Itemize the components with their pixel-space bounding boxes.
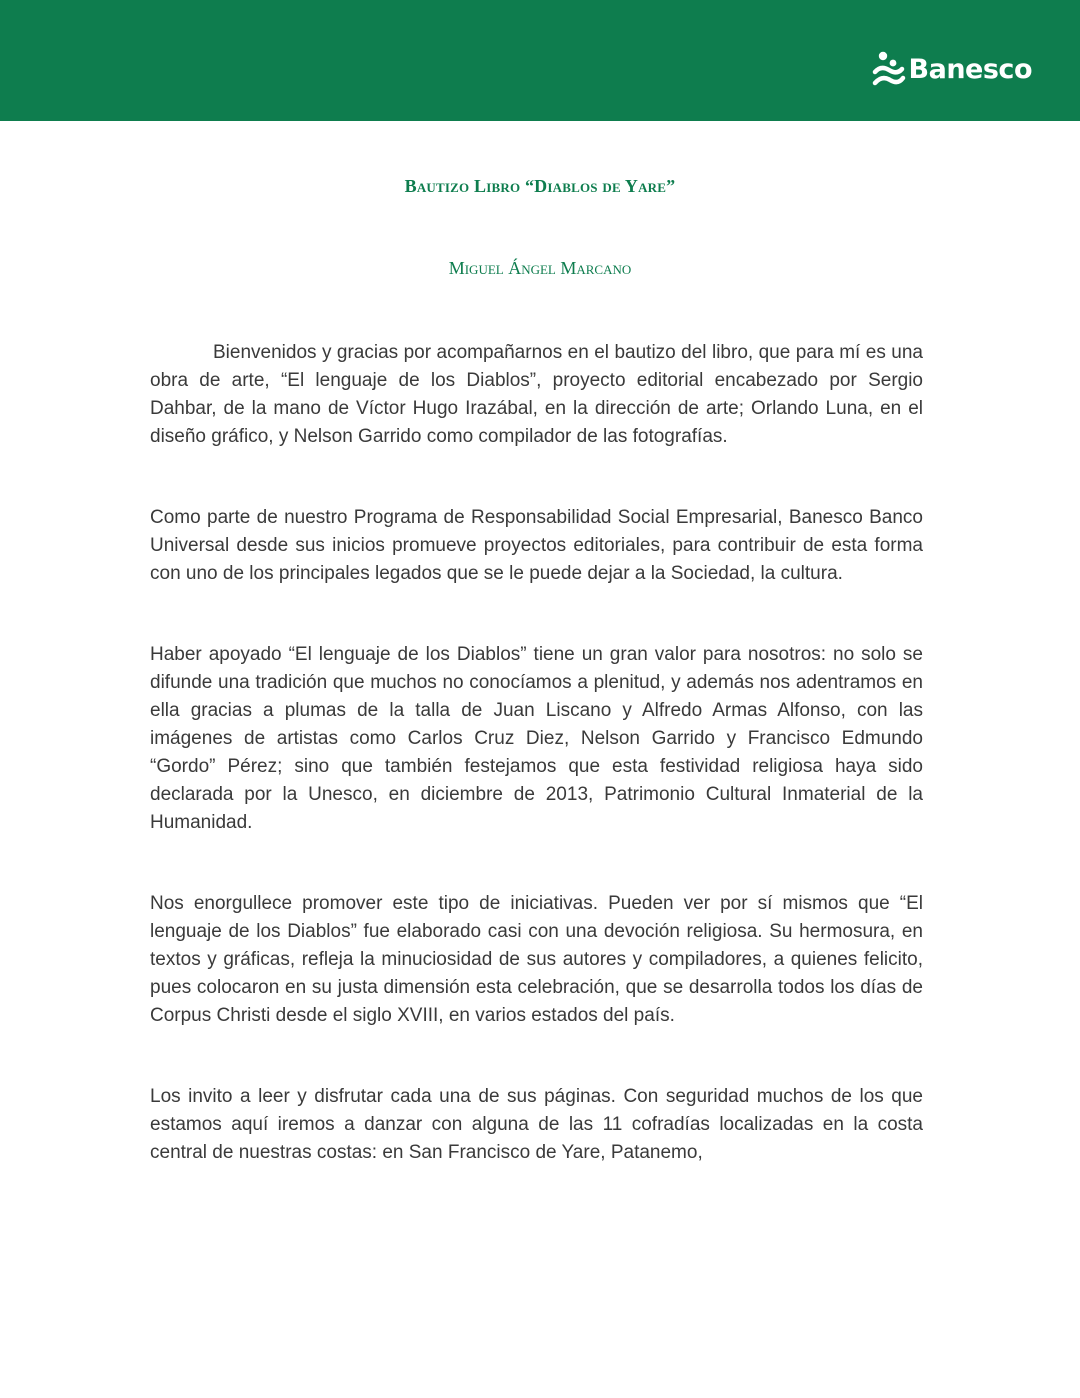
paragraph-social-responsibility: Como parte de nuestro Programa de Responsabilidad Social Empresarial, Banesco Banco Universal desde sus inicios promueve proyectos editoriales, para contribuir de esta forma con uno de los principales legados que se le puede dejar a la Sociedad, la cultura. bbox=[150, 507, 923, 584]
paragraph-welcome: Bienvenidos y gracias por acompañarnos en el bautizo del libro, que para mí es una obra de arte, “El lenguaje de los Diablos”, proyecto editorial encabezado por Sergio Dahbar, de la mano de Víctor Hugo Irazábal, en la dirección de arte; Orlando Luna, en el diseño gráfico, y Nelson Garrido como compilador de las fotografías. bbox=[150, 342, 923, 447]
paragraph-invitation: Los invito a leer y disfrutar cada una de sus páginas. Con seguridad muchos de los que estamos aquí iremos a danzar con alguna de las 11 cofradías localizadas en la costa central de nuestras costas: en San Francisco de Yare, Patanemo, bbox=[150, 1086, 923, 1163]
document-title: Bautizo Libro “Diablos de Yare” bbox=[404, 176, 676, 196]
banesco-logo-icon bbox=[871, 50, 907, 90]
banesco-logo bbox=[871, 50, 1032, 90]
paragraph-initiatives: Nos enorgullece promover este tipo de iniciativas. Pueden ver por sí mismos que “El lenguaje de los Diablos” fue elaborado casi con una devoción religiosa. Su hermosura, en textos y gráficas, refleja la minuciosidad de sus autores y compiladores, a quienes felicito, pues colocaron en su justa dimensión esta celebración, que se desarrolla todos los días de Corpus Christi desde el siglo XVIII, en varios estados del país. bbox=[150, 893, 923, 1026]
document-author: Miguel Ángel Marcano bbox=[448, 258, 632, 278]
banesco-logo-text: Banesco bbox=[908, 54, 1032, 85]
document-body bbox=[150, 339, 923, 1220]
paragraph-value: Haber apoyado “El lenguaje de los Diablos” tiene un gran valor para nosotros: no solo se difunde una tradición que muchos no conocíamos a plenitud, y además nos adentramos en ella gracias a plumas de la talla de Juan Liscano y Alfredo Armas Alfonso, con las imágenes de artistas como Carlos Cruz Diez, Nelson Garrido y Francisco Edmundo “Gordo” Pérez; sino que también festejamos que esta festividad religiosa haya sido declarada por la Unesco, en diciembre de 2013, Patrimonio Cultural Inmaterial de la Humanidad. bbox=[150, 644, 923, 833]
header-band bbox=[0, 0, 1080, 121]
